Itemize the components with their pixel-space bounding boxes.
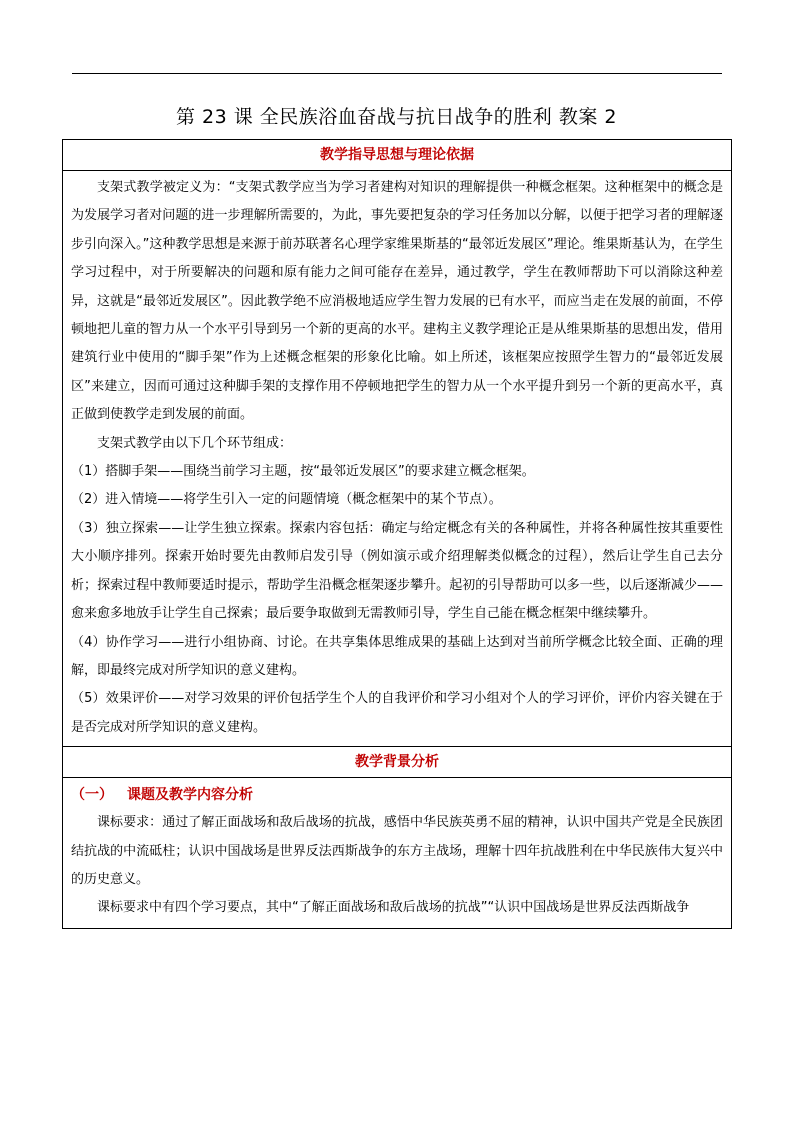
scaffolding-definition-paragraph: 支架式教学被定义为：“支架式教学应当为学习者建构对知识的理解提供一种概念框架。这种框架中的概念是为发展学习者对问题的进一步理解所需要的，为此，事先要把复杂的学习任务加以分解，以便于把学习者的理解逐步引向深入。”这种教学思想是来源于前苏联著名心理学家维果斯基的“最邻近发展区”理论。维果斯基认为，在学生学习过程中，对于所要解决的问题和原有能力之间可能存在差异，通过教学，学生在教师帮助下可以消除这种差异，这就是“最邻近发展区”。因此教学绝不应消极地适应学生智力发展的已有水平，而应当走在发展的前面，不停顿地把儿童的智力从一个水平引导到另一个新的更高的水平。建构主义教学理论正是从维果斯基的思想出发，借用建筑行业中使用的“脚手架”作为上述概念框架的形象化比喻。如上所述，该框架应按照学生智力的“最邻近发展区”来建立，因而可通过这种脚手架的支撑作用不停顿地把学生的智力从一个水平提升到另一个新的更高水平，真正做到使教学走到发展的前面。 [71, 180, 723, 423]
learning-points-paragraph: 课标要求中有四个学习要点，其中“了解正面战场和敌后战场的抗战”“认识中国战场是世界反法西斯战争 [97, 900, 690, 916]
section-heading-guiding-theory: 教学指导思想与理论依据 [63, 140, 731, 171]
subsection-title: 课题及教学内容分析 [127, 787, 253, 804]
header-rule [72, 73, 722, 74]
step-item-1: （1）搭脚手架——围绕当前学习主题，按“最邻近发展区”的要求建立概念框架。 [71, 464, 535, 480]
scaffolding-steps-intro: 支架式教学由以下几个环节组成： [97, 435, 293, 451]
lesson-plan-table [62, 139, 732, 929]
step-item-2: （2）进入情境——将学生引入一定的问题情境（概念框架中的某个节点）。 [71, 492, 502, 508]
subsection-number: （一） [71, 787, 113, 804]
section-heading-background: 教学背景分析 [63, 747, 731, 778]
step-item-4: （4）协作学习——进行小组协商、讨论。在共享集体思维成果的基础上达到对当前所学概念比较全面、正确的理解，即最终完成对所学知识的意义建构。 [71, 634, 723, 678]
guiding-theory-cell [63, 171, 731, 747]
step-item-5: （5）效果评价——对学习效果的评价包括学生个人的自我评价和学习小组对个人的学习评价，评价内容关键在于是否完成对所学知识的意义建构。 [71, 691, 723, 735]
background-cell [63, 778, 731, 928]
step-item-3: （3）独立探索——让学生独立探索。探索内容包括：确定与给定概念有关的各种属性，并将各种属性按其重要性大小顺序排列。探索开始时要先由教师启发引导（例如演示或介绍理解类似概念的过程），然后让学生自己去分析；探索过程中教师要适时提示，帮助学生沿概念框架逐步攀升。起初的引导帮助可以多一些，以后逐渐减少——愈来愈多地放手让学生自己探索；最后要争取做到无需教师引导，学生自己能在概念框架中继续攀升。 [71, 520, 723, 622]
curriculum-requirement-paragraph: 课标要求：通过了解正面战场和敌后战场的抗战，感悟中华民族英勇不屈的精神，认识中国共产党是全民族团结抗战的中流砥柱；认识中国战场是世界反法西斯战争的东方主战场，理解十四年抗战胜利在中华民族伟大复兴中的历史意义。 [71, 815, 723, 887]
subsection-heading [71, 781, 723, 809]
page-title: 第 23 课 全民族浴血奋战与抗日战争的胜利 教案 2 [176, 106, 617, 128]
